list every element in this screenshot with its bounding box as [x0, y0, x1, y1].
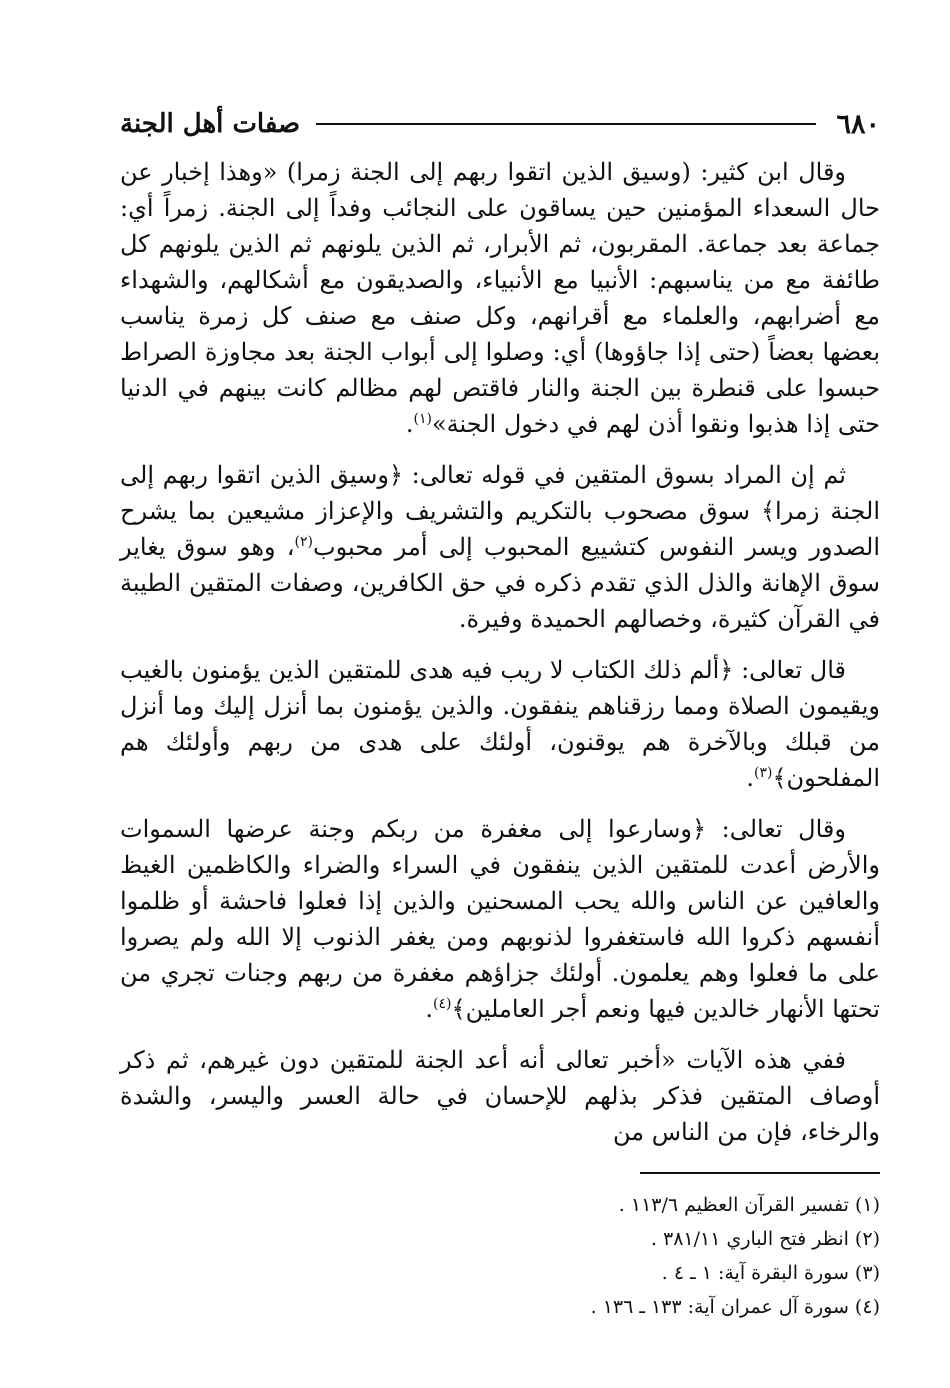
paragraph-al-imran [120, 811, 880, 1027]
footnote-ref: (٣) [754, 765, 773, 781]
footnote-ref: (١) [413, 411, 432, 427]
footnote-ref: (٤) [433, 996, 452, 1012]
running-title: صفات أهل الجنة [120, 109, 301, 139]
paragraph-tail: ، وهو سوق يغاير سوق الإهانة والذل الذي تقدم ذكره في حق الكافرين، وصفات المتقين الطيبة في القرآن كثيرة، وخصالهم الحميدة وفيرة. [120, 533, 880, 633]
paragraph-sawq-al-muttaqin [120, 457, 880, 637]
footnote-divider [640, 1172, 880, 1174]
footnote-2: (٢) انظر فتح الباري ٣٨١/١١ . [650, 1228, 880, 1250]
footnotes [120, 1188, 880, 1324]
paragraph-ibn-kathir [120, 154, 880, 442]
paragraph-tail: . [746, 764, 754, 792]
paragraph-text: قال تعالى: ﴿ألم ذلك الكتاب لا ريب فيه هدى للمتقين الذين يؤمنون بالغيب ويقيمون الصلاة ومما رزقناهم ينفقون. والذين يؤمنون بما أنزل إليك وما أنزل من قبلك وبالآخرة هم يوقنون، أولئك على هدى من ربهم وأولئك هم المفلحون﴾ [120, 656, 880, 792]
paragraph-text: ثم إن المراد بسوق المتقين في قوله تعالى: ﴿وسيق الذين اتقوا ربهم إلى الجنة زمرا﴾ سوق مصحوب بالتكريم والتشريف والإعزاز مشيعين بما يشرح الصدور ويسر النفوس كتشييع المحبوب إلى أمر محبوب [120, 461, 880, 561]
paragraph-fa-fi-hadhihi [120, 1042, 880, 1150]
footnote-1: (١) تفسير القرآن العظيم ١١٣/٦ . [618, 1194, 880, 1216]
page-header [120, 100, 880, 148]
paragraph-text: ففي هذه الآيات «أخبر تعالى أنه أعد الجنة للمتقين دون غيرهم، ثم ذكر أوصاف المتقين فذكر بذلهم للإحسان في حالة العسر واليسر، والشدة والرخاء، فإن من الناس من [120, 1046, 881, 1146]
paragraph-tail: . [425, 995, 434, 1023]
paragraph-tail: . [405, 410, 414, 438]
footnote-ref: (٢) [294, 534, 313, 550]
header-divider [316, 123, 816, 125]
paragraph-text: وقال ابن كثير: (وسيق الذين اتقوا ربهم إلى الجنة زمرا) «وهذا إخبار عن حال السعداء المؤمنين حين يساقون على النجائب وفداً إلى الجنة. زمراً أي: جماعة بعد جماعة. المقربون، ثم الأبرار، ثم الذين يلونهم ثم الذين يلونهم كل طائفة مع من يناسبهم: الأنبيا مع الأنبياء، والصديقون مع أشكالهم، والشهداء مع أضرابهم، والعلماء مع أقرانهم، وكل صنف مع صنف كل زمرة يناسب بعضها بعضاً (حتى إذا جاؤوها) أي: وصلوا إلى أبواب الجنة بعد مجاوزة الصراط حبسوا على قنطرة بين الجنة والنار فاقتص لهم مظالم كانت بينهم في الدنيا حتى إذا هذبوا ونقوا أذن لهم في دخول الجنة» [120, 158, 880, 438]
body-text [120, 154, 880, 1150]
book-page [120, 100, 880, 1324]
paragraph-text: وقال تعالى: ﴿وسارعوا إلى مغفرة من ربكم وجنة عرضها السموات والأرض أعدت للمتقين الذين ينفقون في السراء والضراء والكاظمين الغيظ والعافين عن الناس والله يحب المسحنين والذين إذا فعلوا فاحشة أو ظلموا أنفسهم ذكروا الله فاستغفروا لذنوبهم ومن يغفر الذنوب إلا الله ولم يصروا على ما فعلوا وهم يعلمون. أولئك جزاؤهم مغفرة من ربهم وجنات تجري من تحتها الأنهار خالدين فيها ونعم أجر العاملين﴾ [120, 815, 880, 1023]
page-number: ٦٨٠ [836, 108, 880, 140]
paragraph-al-baqara [120, 652, 880, 796]
footnote-4: (٤) سورة آل عمران آية: ١٣٣ ـ ١٣٦ . [590, 1296, 880, 1318]
footnote-3: (٣) سورة البقرة آية: ١ ـ ٤ . [661, 1262, 880, 1284]
